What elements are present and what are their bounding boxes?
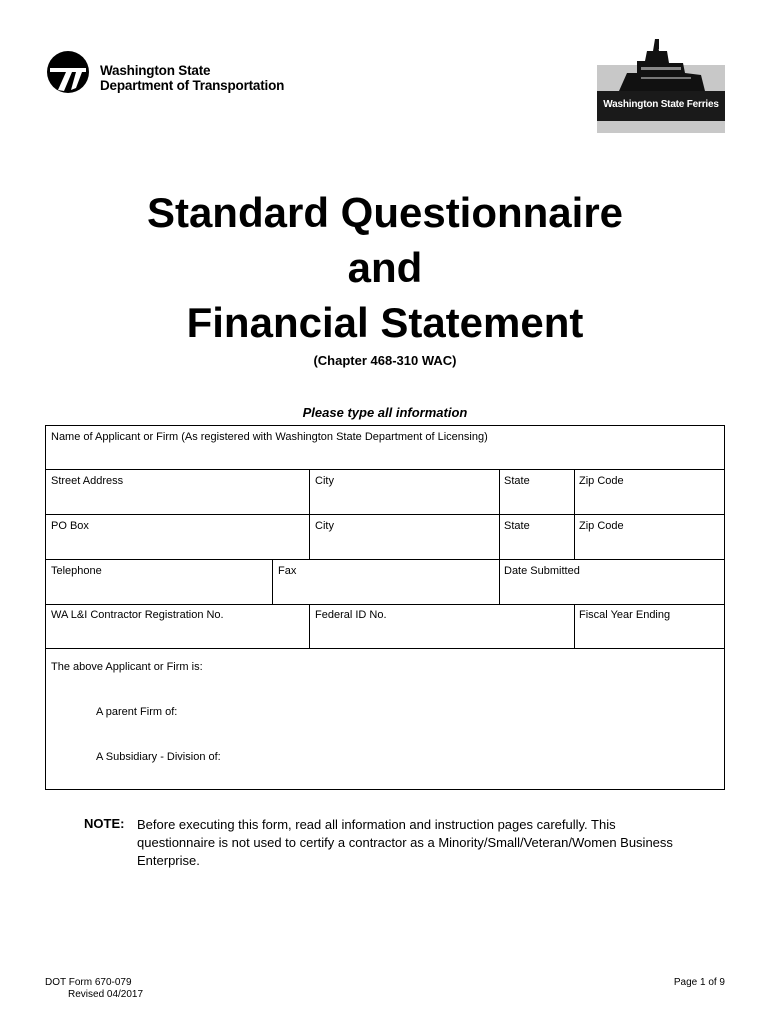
agency-line-1: Washington State: [100, 63, 211, 78]
po-city-field[interactable]: City: [315, 520, 334, 532]
zip-code-field[interactable]: Zip Code: [579, 475, 624, 487]
title-line-2: and: [347, 244, 423, 291]
federal-id-field[interactable]: Federal ID No.: [315, 609, 387, 621]
applicant-form: [45, 425, 725, 790]
title-line-3: Financial Statement: [186, 299, 584, 346]
applicant-is-label: The above Applicant or Firm is:: [51, 661, 203, 673]
po-zip-code-field[interactable]: Zip Code: [579, 520, 624, 532]
wsdot-logo-icon: [46, 50, 90, 94]
form-number: DOT Form 670-079: [45, 977, 132, 988]
city-field[interactable]: City: [315, 475, 334, 487]
telephone-field[interactable]: Telephone: [51, 565, 102, 577]
revised-date: Revised 04/2017: [68, 989, 144, 1000]
ferries-logo: [597, 33, 725, 133]
ferries-label: Washington State Ferries: [603, 99, 719, 110]
applicant-name-field[interactable]: Name of Applicant or Firm (As registered with Washington State Department of Licensing): [51, 431, 488, 443]
fiscal-year-field[interactable]: Fiscal Year Ending: [579, 609, 671, 621]
date-submitted-field[interactable]: Date Submitted: [504, 565, 580, 577]
agency-name: [100, 63, 284, 93]
subsidiary-field[interactable]: A Subsidiary - Division of:: [96, 751, 221, 763]
street-address-field[interactable]: Street Address: [51, 475, 124, 487]
fax-field[interactable]: Fax: [278, 565, 297, 577]
title-line-1: Standard Questionnaire: [146, 189, 624, 236]
parent-firm-field[interactable]: A parent Firm of:: [96, 706, 178, 718]
lni-registration-field[interactable]: WA L&I Contractor Registration No.: [51, 609, 224, 621]
note-label: NOTE:: [84, 816, 125, 831]
po-state-field[interactable]: State: [504, 520, 530, 532]
note-text: Before executing this form, read all information and instruction pages carefully. This questionnaire is not used to certify a contractor as a Minority/Small/Veteran/Women Business Enterprise.: [137, 817, 673, 868]
instruction-text: Please type all information: [302, 405, 468, 420]
page-number: Page 1 of 9: [673, 977, 725, 988]
agency-line-2: Department of Transportation: [100, 78, 285, 93]
chapter-reference: (Chapter 468-310 WAC): [313, 353, 457, 368]
state-field[interactable]: State: [504, 475, 530, 487]
ferry-icon: [597, 33, 725, 133]
po-box-field[interactable]: PO Box: [51, 520, 89, 532]
